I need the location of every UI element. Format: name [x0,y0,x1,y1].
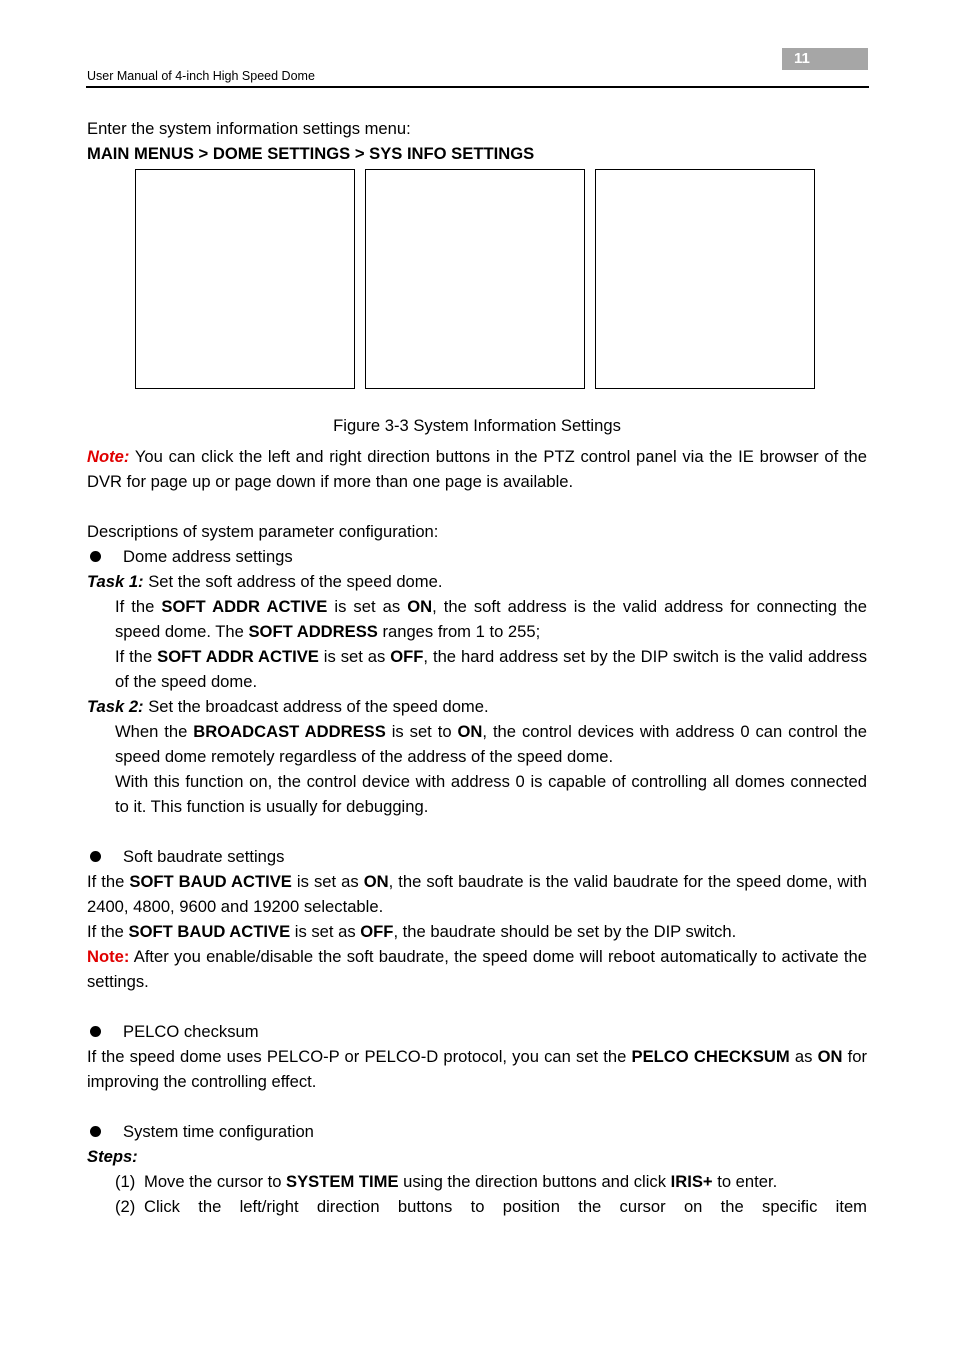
bullet-dot-icon [90,851,101,862]
intro-text: Enter the system information settings menu: [87,119,411,138]
keyword: ON [817,1047,843,1066]
figure-panel-1 [135,169,355,389]
task-label: Task 2: [87,697,144,716]
baud-para-2 [87,919,867,944]
bullet-dot-icon [90,551,101,562]
text-run: If the [87,922,129,941]
bullet-system-time [87,1119,867,1144]
running-header: User Manual of 4-inch High Speed Dome [87,69,315,83]
text-run: When the [115,722,194,741]
page-number-box [782,48,868,70]
figure-screenshots [135,169,867,390]
text-run: is set as [290,922,361,941]
step-2 [87,1194,867,1219]
text-run: ranges from 1 to 255; [377,622,541,641]
keyword: SYSTEM TIME [286,1172,399,1191]
text-run: If the [115,647,158,666]
keyword: ON [407,597,433,616]
text-run: is set as [318,647,391,666]
keyword: SOFT BAUD ACTIVE [129,872,292,891]
note-paragraph [87,444,867,494]
task-text: Set the broadcast address of the speed dome. [143,697,489,716]
text-run: , the control devices with address 0 can control the speed dome remotely regardless of the address of the speed dome. [115,722,867,766]
text-run: using the direction buttons and click [398,1172,671,1191]
text-run: Move the cursor to [144,1172,287,1191]
keyword: ON [457,722,483,741]
bullet-label: Dome address settings [123,547,293,566]
task1-para-2 [87,644,867,694]
step-number: (2) [115,1197,136,1216]
note-label: Note: [87,447,130,466]
note-text: After you enable/disable the soft baudrate, the speed dome will reboot automatically to activate the settings. [87,947,867,991]
menu-path: MAIN MENUS > DOME SETTINGS > SYS INFO SETTINGS [87,144,535,163]
bullet-dot-icon [90,1126,101,1137]
keyword: PELCO CHECKSUM [631,1047,790,1066]
text-run: , the soft address is the valid address for connecting the speed dome. The [115,597,868,641]
note-text: You can click the left and right direction buttons in the PTZ control panel via the IE browser of the DVR for page up or page down if more than one page is available. [87,447,867,491]
task1-para-1 [87,594,867,644]
text-run: , the baudrate should be set by the DIP switch. [393,922,737,941]
descriptions-intro: Descriptions of system parameter configuration: [87,522,439,541]
bullet-dome-address [87,544,867,569]
pelco-para [87,1044,867,1094]
task-text: Set the soft address of the speed dome. [143,572,443,591]
keyword: OFF [360,922,394,941]
keyword: OFF [390,647,424,666]
task1-line [87,569,867,594]
keyword: SOFT ADDRESS [248,622,378,641]
bullet-label: PELCO checksum [123,1022,259,1041]
task2-para-1 [87,719,867,769]
page-body [87,116,867,1219]
text-run: is set to [385,722,458,741]
task-label: Task 1: [87,572,144,591]
step-text: Click the left/right direction buttons to position the cursor on the specific item [144,1197,867,1216]
keyword: BROADCAST ADDRESS [193,722,386,741]
text-run: for improving the controlling effect. [87,1047,867,1091]
text-run: is set as [327,597,408,616]
bullet-label: System time configuration [123,1122,314,1141]
baud-note [87,944,867,994]
steps-label: Steps: [87,1147,138,1166]
page-number: 11 [794,50,810,67]
step-1 [87,1169,867,1194]
header-rule [86,86,869,88]
text-run: If the [115,597,162,616]
text-run: as [789,1047,818,1066]
figure-caption: Figure 3-3 System Information Settings [333,416,621,435]
figure-panel-2 [365,169,585,389]
step-text [144,1169,867,1194]
keyword: IRIS+ [670,1172,713,1191]
figure-panel-3 [595,169,815,389]
keyword: SOFT BAUD ACTIVE [128,922,291,941]
task2-para-2: With this function on, the control device with address 0 is capable of controlling all domes connected to it. This function is usually for debugging. [115,772,867,816]
text-run: If the [87,872,130,891]
baud-para-1 [87,869,867,919]
step-number: (1) [115,1172,136,1191]
text-run: , the hard address set by the DIP switch is the valid address of the speed dome. [115,647,867,691]
bullet-soft-baud [87,844,867,869]
bullet-label: Soft baudrate settings [123,847,285,866]
task2-line [87,694,867,719]
keyword: ON [363,872,389,891]
text-run: , the soft baudrate is the valid baudrate for the speed dome, with 2400, 4800, 9600 and 19200 selectable. [87,872,867,916]
bullet-dot-icon [90,1026,101,1037]
text-run: If the speed dome uses PELCO-P or PELCO-D protocol, you can set the [87,1047,632,1066]
note-label: Note: [87,947,130,966]
text-run: to enter. [712,1172,778,1191]
bullet-pelco [87,1019,867,1044]
keyword: SOFT ADDR ACTIVE [161,597,328,616]
text-run: is set as [291,872,364,891]
keyword: SOFT ADDR ACTIVE [157,647,319,666]
